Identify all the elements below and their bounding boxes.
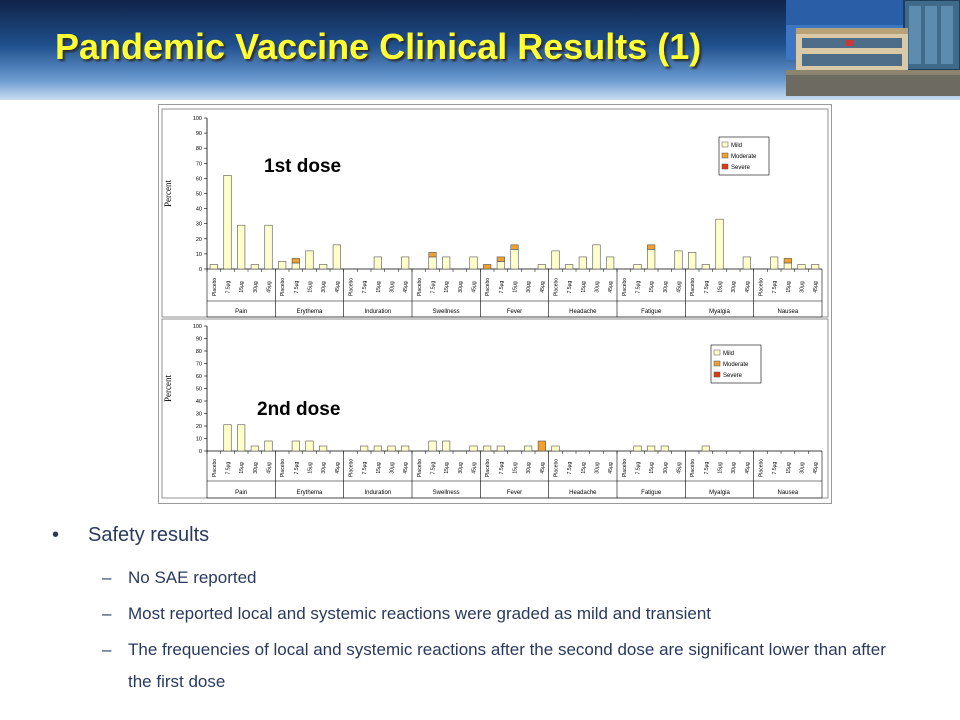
category-label: 15μg [239, 462, 246, 474]
category-label: 45μg [471, 281, 478, 293]
legend-label: Moderate [723, 362, 749, 368]
category-label: 7.5μg [567, 461, 574, 475]
group-label: Nausea [777, 490, 799, 496]
bar-mild [319, 446, 327, 451]
y-tick-label: 100 [192, 324, 202, 330]
category-label: 45μg [266, 462, 273, 474]
category-label: Placebo [758, 458, 765, 478]
group-label: Myalgia [709, 309, 730, 315]
category-label: 45μg [471, 462, 478, 474]
bar-mild [442, 257, 450, 269]
category-label: 30μg [594, 462, 601, 474]
bar-mild [661, 446, 669, 451]
bar-moderate [784, 258, 792, 263]
category-label: Placebo [690, 458, 697, 478]
chart-dose-1 [162, 109, 828, 317]
y-tick-label: 80 [195, 146, 202, 153]
category-label: 7.5μg [430, 461, 437, 475]
category-label: 45μg [813, 281, 820, 293]
y-tick-label: 20 [195, 236, 202, 243]
category-label: Placebo [280, 277, 287, 297]
bar-moderate [497, 257, 505, 262]
category-label: 30μg [252, 281, 259, 293]
category-label: 30μg [731, 462, 738, 474]
title-banner [0, 0, 960, 100]
category-label: 30μg [731, 281, 738, 293]
group-label: Fever [506, 490, 523, 496]
bar-mild [265, 441, 273, 451]
dose-annotation: 1st dose [264, 156, 342, 177]
y-tick-label: 40 [195, 206, 202, 213]
sub-bullet [52, 562, 932, 594]
y-tick-label: 70 [195, 361, 202, 368]
bar-mild [374, 257, 382, 269]
category-label: 7.5μg [567, 280, 574, 294]
y-tick-label: 80 [195, 349, 202, 355]
y-tick-label: 90 [195, 131, 202, 138]
category-label: 30μg [799, 462, 806, 474]
category-label: 15μg [512, 281, 519, 293]
bar-mild [606, 257, 614, 269]
category-label: 30μg [252, 462, 259, 474]
category-label: 45μg [334, 462, 341, 474]
group-label: Headache [569, 490, 597, 496]
bullet-list [52, 520, 932, 698]
bar-mild [593, 245, 601, 269]
y-tick-label: 0 [198, 449, 202, 455]
bar-mild [306, 441, 314, 451]
group-label: Erythema [296, 490, 323, 496]
bar-mild [401, 446, 409, 451]
category-label: 15μg [239, 281, 246, 293]
y-tick-label: 0 [198, 267, 202, 273]
bar-mild [251, 264, 259, 269]
category-label: Placebo [485, 458, 492, 478]
category-label: Placebo [211, 458, 218, 478]
chart-canvas [159, 105, 831, 503]
category-label: 7.5μg [293, 280, 300, 294]
category-label: Placebo [553, 458, 560, 478]
sub-bullet [52, 598, 932, 630]
bar-mild [702, 264, 710, 269]
chart-dose-2 [162, 319, 828, 498]
group-label: Pain [235, 309, 248, 315]
category-label: 15μg [717, 281, 724, 293]
bar-mild [470, 446, 478, 451]
category-label: 30μg [799, 281, 806, 293]
category-label: 7.5μg [362, 280, 369, 294]
legend-label: Mild [723, 351, 735, 357]
category-label: 7.5μg [225, 280, 232, 294]
bar-mild [524, 446, 532, 451]
y-tick-label: 10 [195, 436, 202, 443]
category-label: Placebo [690, 277, 697, 297]
bar-moderate [511, 245, 519, 250]
bar-mild [634, 446, 642, 451]
category-label: 7.5μg [498, 280, 505, 294]
bar-mild [292, 441, 300, 451]
sub-bullet-text: No SAE reported [128, 568, 257, 587]
sub-bullet [52, 634, 932, 698]
bar-mild [770, 257, 778, 269]
bar-mild [360, 446, 368, 451]
category-label: 7.5μg [772, 461, 779, 475]
category-label: Placebo [758, 277, 765, 297]
category-label: 15μg [717, 462, 724, 474]
category-label: Placebo [621, 277, 628, 297]
category-label: 15μg [307, 281, 314, 293]
sub-bullet-text: Most reported local and systemic reactions were graded as mild and transient [128, 604, 712, 623]
bar-mild [675, 251, 683, 269]
bar-mild [784, 263, 792, 269]
legend-label: Severe [731, 165, 751, 171]
group-label: Swellness [432, 309, 460, 315]
category-label: 45μg [744, 462, 751, 474]
group-label: Nausea [777, 309, 799, 315]
y-tick-label: 60 [195, 374, 202, 380]
category-label: 45μg [403, 462, 410, 474]
bar-mild [292, 263, 300, 269]
bar-mild [210, 264, 218, 269]
category-label: Placebo [348, 277, 355, 297]
legend-swatch [722, 153, 728, 158]
bar-mild [388, 446, 396, 451]
sub-bullet-dash: – [102, 640, 112, 659]
legend-swatch [714, 361, 720, 366]
group-label: Headache [569, 309, 597, 315]
group-label: Fatigue [641, 309, 662, 315]
category-label: 45μg [608, 462, 615, 474]
category-label: 30μg [389, 462, 396, 474]
category-label: 15μg [649, 281, 656, 293]
bar-moderate [292, 258, 300, 263]
category-label: 45μg [403, 281, 410, 293]
sub-bullet-dash: – [102, 568, 112, 587]
bar-mild [442, 441, 450, 451]
category-label: Placebo [485, 277, 492, 297]
bar-mild [401, 257, 409, 269]
group-label: Swellness [432, 490, 460, 496]
bar-mild [634, 264, 642, 269]
y-tick-label: 60 [195, 176, 202, 183]
category-label: 45μg [608, 281, 615, 293]
y-tick-label: 100 [192, 116, 202, 122]
sub-bullet-text: The frequencies of local and systemic reactions after the second dose are significant lower than after the first dose [128, 640, 886, 691]
category-label: 15μg [785, 462, 792, 474]
category-label: 15μg [375, 281, 382, 293]
y-axis-label: Percent [163, 375, 173, 402]
bar-mild [429, 441, 437, 451]
y-tick-label: 70 [195, 161, 202, 168]
bar-mild [374, 446, 382, 451]
chart-panel [158, 104, 832, 504]
bar-mild [497, 446, 505, 451]
building-photo [786, 0, 960, 96]
category-label: Placebo [416, 277, 423, 297]
category-label: 7.5μg [293, 461, 300, 475]
category-label: 15μg [580, 462, 587, 474]
y-tick-label: 50 [195, 191, 202, 198]
y-tick-label: 90 [195, 336, 202, 343]
category-label: 7.5μg [225, 461, 232, 475]
category-label: 7.5μg [498, 461, 505, 475]
category-label: 7.5μg [703, 280, 710, 294]
bar-mild [688, 252, 696, 269]
bar-mild [647, 446, 655, 451]
legend-label: Mild [731, 143, 743, 149]
bar-mild [319, 264, 327, 269]
category-label: Placebo [416, 458, 423, 478]
bar-mild [224, 175, 232, 269]
bar-mild [429, 257, 437, 269]
bar-moderate [429, 252, 437, 257]
category-label: 7.5μg [430, 280, 437, 294]
group-label: Pain [235, 490, 248, 496]
category-label: 45μg [744, 281, 751, 293]
bar-mild [497, 261, 505, 269]
y-tick-label: 30 [195, 411, 202, 418]
legend-swatch [714, 350, 720, 355]
category-label: 7.5μg [772, 280, 779, 294]
y-tick-label: 30 [195, 221, 202, 228]
bar-moderate [647, 245, 655, 250]
bar-mild [251, 446, 259, 451]
category-label: 45μg [676, 462, 683, 474]
sub-bullet-dash: – [102, 604, 112, 623]
bar-mild [483, 446, 491, 451]
category-label: 45μg [334, 281, 341, 293]
bar-mild [579, 257, 587, 269]
y-tick-label: 50 [195, 386, 202, 393]
category-label: 30μg [457, 281, 464, 293]
category-label: Placebo [553, 277, 560, 297]
category-label: Placebo [621, 458, 628, 478]
bar-mild [333, 245, 341, 269]
bar-mild [278, 261, 286, 269]
bar-mild [306, 251, 314, 269]
bar-mild [716, 219, 724, 269]
category-label: 15μg [307, 462, 314, 474]
category-label: 15μg [444, 462, 451, 474]
legend-label: Moderate [731, 154, 757, 160]
bullet-dot: • [52, 524, 60, 546]
bar-mild [743, 257, 751, 269]
category-label: 7.5μg [635, 280, 642, 294]
bar-mild [470, 257, 478, 269]
bullet-main [52, 524, 932, 558]
bar-mild [702, 446, 710, 451]
group-label: Fatigue [641, 490, 662, 496]
category-label: 45μg [813, 462, 820, 474]
y-tick-label: 10 [195, 251, 202, 258]
legend-label: Severe [723, 373, 743, 379]
bar-mild [565, 264, 573, 269]
group-label: Erythema [296, 309, 323, 315]
category-label: 45μg [676, 281, 683, 293]
category-label: 30μg [594, 281, 601, 293]
bar-mild [224, 425, 232, 451]
category-label: Placebo [211, 277, 218, 297]
bar-mild [552, 446, 560, 451]
category-label: 7.5μg [635, 461, 642, 475]
y-tick-label: 40 [195, 399, 202, 405]
bar-mild [647, 249, 655, 269]
category-label: 7.5μg [362, 461, 369, 475]
bar-mild [237, 225, 245, 269]
category-label: 30μg [321, 281, 328, 293]
bar-moderate [538, 441, 546, 451]
category-label: 15μg [444, 281, 451, 293]
slide-title: Pandemic Vaccine Clinical Results (1) [55, 26, 702, 67]
legend-swatch [714, 372, 720, 377]
legend-swatch [722, 142, 728, 147]
category-label: 45μg [266, 281, 273, 293]
bar-mild [237, 425, 245, 451]
y-tick-label: 20 [195, 424, 202, 430]
legend-swatch [722, 164, 728, 169]
bar-mild [811, 264, 819, 269]
bar-mild [798, 264, 806, 269]
category-label: 30μg [321, 462, 328, 474]
bullet-main-text: Safety results [88, 524, 210, 546]
category-label: 30μg [662, 462, 669, 474]
category-label: 15μg [375, 462, 382, 474]
category-label: 30μg [457, 462, 464, 474]
group-label: Induration [364, 309, 392, 315]
category-label: 30μg [526, 462, 533, 474]
category-label: 7.5μg [703, 461, 710, 475]
bar-mild [511, 249, 519, 269]
category-label: 15μg [512, 462, 519, 474]
category-label: Placebo [348, 458, 355, 478]
bar-mild [538, 264, 546, 269]
category-label: 15μg [649, 462, 656, 474]
category-label: 30μg [526, 281, 533, 293]
y-axis-label: Percent [163, 180, 173, 207]
bar-mild [265, 225, 273, 269]
bar-moderate [483, 264, 491, 269]
category-label: 45μg [539, 462, 546, 474]
group-label: Fever [506, 309, 523, 315]
category-label: Placebo [280, 458, 287, 478]
category-label: 30μg [389, 281, 396, 293]
category-label: 30μg [662, 281, 669, 293]
bar-mild [552, 251, 560, 269]
category-label: 15μg [580, 281, 587, 293]
group-label: Myalgia [709, 490, 730, 496]
category-label: 45μg [539, 281, 546, 293]
group-label: Induration [364, 490, 392, 496]
category-label: 15μg [785, 281, 792, 293]
dose-annotation: 2nd dose [257, 399, 341, 420]
